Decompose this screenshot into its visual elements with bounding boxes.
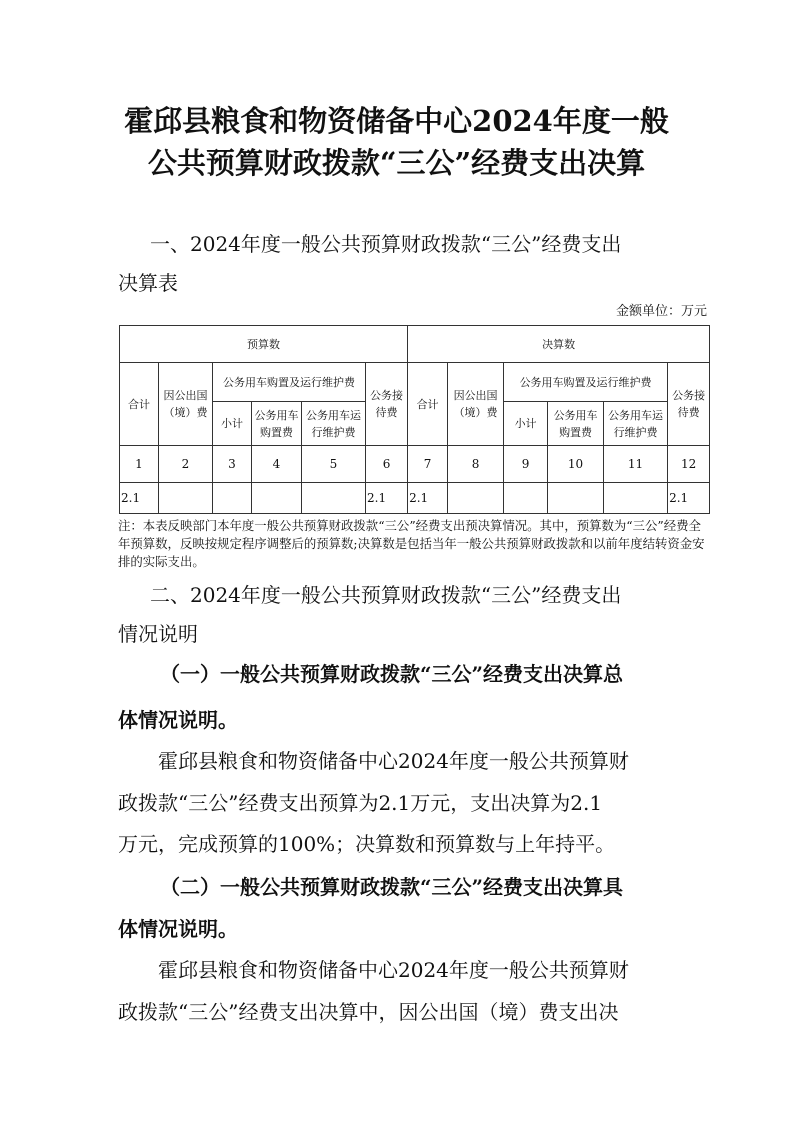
value-cell: 2.1 xyxy=(668,483,710,514)
header-reception-l1: 公务接 xyxy=(370,389,404,402)
header-vp-l1: 公务用车 xyxy=(553,408,598,422)
header-vm-l2: 行维护费 xyxy=(613,425,658,439)
subsection2-heading-line-1: （二）一般公共预算财政拨款“三公”经费支出决算具 xyxy=(160,875,624,899)
index-cell: 5 xyxy=(302,446,366,483)
subsection1-heading-line-2: 体情况说明。 xyxy=(118,708,238,732)
index-cell: 1 xyxy=(120,446,159,483)
value-cell xyxy=(159,483,213,514)
header-abroad-l1: 因公出国 xyxy=(163,389,208,402)
header-vp-l1: 公务用车 xyxy=(254,408,299,422)
header-subtotal: 小计 xyxy=(504,402,548,446)
paragraph2-line-2: 政拨款“三公”经费支出决算中，因公出国（境）费支出决 xyxy=(118,1000,619,1024)
header-vm-l2: 行维护费 xyxy=(311,425,356,439)
table-note: 注：本表反映部门本年度一般公共预算财政拨款“三公”经费支出预决算情况。其中，预算数为“三公”经费全年预算数，反映按规定程序调整后的预算数;决算数是包括当年一般公共预算财政拨款和以前年度结转资金安排的实际支出。 xyxy=(118,518,705,569)
header-vehicle-group: 公务用车购置及运行维护费 xyxy=(213,363,366,402)
value-row xyxy=(120,483,710,514)
header-abroad xyxy=(159,363,213,446)
unit-label: 金额单位：万元 xyxy=(615,304,707,319)
section2-heading-line-1: 二、2024年度一般公共预算财政拨款“三公”经费支出 xyxy=(150,583,622,607)
value-cell xyxy=(213,483,252,514)
subsection2-heading-line-2: 体情况说明。 xyxy=(118,917,238,941)
header-vehicle-group: 公务用车购置及运行维护费 xyxy=(504,363,668,402)
value-cell xyxy=(448,483,504,514)
index-cell: 3 xyxy=(213,446,252,483)
value-cell xyxy=(504,483,548,514)
header-vm-l1: 公务用车运 xyxy=(608,408,664,422)
header-reception-l1: 公务接 xyxy=(672,389,706,402)
document-title-line-1: 霍邱县粮食和物资储备中心2024年度一般 xyxy=(124,104,669,138)
value-cell: 2.1 xyxy=(120,483,159,514)
index-cell: 8 xyxy=(448,446,504,483)
index-cell: 4 xyxy=(252,446,302,483)
header-subtotal: 小计 xyxy=(213,402,252,446)
header-abroad-l2: （境）费 xyxy=(453,406,498,419)
value-cell: 2.1 xyxy=(408,483,448,514)
header-vehicle-purchase xyxy=(252,402,302,446)
section1-heading-line-2: 决算表 xyxy=(118,271,178,295)
header-abroad xyxy=(448,363,504,446)
index-cell: 6 xyxy=(366,446,408,483)
index-cell: 2 xyxy=(159,446,213,483)
group-header-final: 决算数 xyxy=(408,326,710,363)
header-reception-l2: 待费 xyxy=(375,406,398,419)
index-cell: 9 xyxy=(504,446,548,483)
group-header-budget: 预算数 xyxy=(120,326,408,363)
index-row xyxy=(120,446,710,483)
value-cell xyxy=(548,483,604,514)
paragraph1-line-3: 万元，完成预算的100%；决算数和预算数与上年持平。 xyxy=(118,832,616,856)
value-cell xyxy=(302,483,366,514)
header-vm-l1: 公务用车运 xyxy=(306,408,361,422)
section2-heading-line-2: 情况说明 xyxy=(118,622,198,646)
header-total: 合计 xyxy=(408,363,448,446)
paragraph1-line-2: 政拨款“三公”经费支出预算为2.1万元，支出决算为2.1 xyxy=(118,791,603,815)
index-cell: 10 xyxy=(548,446,604,483)
header-abroad-l1: 因公出国 xyxy=(453,389,498,402)
header-vp-l2: 购置费 xyxy=(260,425,293,439)
value-cell: 2.1 xyxy=(366,483,408,514)
index-cell: 7 xyxy=(408,446,448,483)
index-cell: 12 xyxy=(668,446,710,483)
header-vp-l2: 购置费 xyxy=(559,425,593,439)
section1-heading-line-1: 一、2024年度一般公共预算财政拨款“三公”经费支出 xyxy=(150,232,622,256)
header-vehicle-purchase xyxy=(548,402,604,446)
header-abroad-l2: （境）费 xyxy=(163,406,208,419)
header-reception xyxy=(668,363,710,446)
header-total: 合计 xyxy=(120,363,159,446)
header-vehicle-maintenance xyxy=(604,402,668,446)
value-cell xyxy=(604,483,668,514)
paragraph1-line-1: 霍邱县粮食和物资储备中心2024年度一般公共预算财 xyxy=(158,749,629,773)
index-cell: 11 xyxy=(604,446,668,483)
three-public-expenses-table xyxy=(119,325,710,514)
value-cell xyxy=(252,483,302,514)
document-title-line-2: 公共预算财政拨款“三公”经费支出决算 xyxy=(147,146,646,180)
paragraph2-line-1: 霍邱县粮食和物资储备中心2024年度一般公共预算财 xyxy=(158,958,629,982)
header-reception xyxy=(366,363,408,446)
header-reception-l2: 待费 xyxy=(677,406,700,419)
header-vehicle-maintenance xyxy=(302,402,366,446)
subsection1-heading-line-1: （一）一般公共预算财政拨款“三公”经费支出决算总 xyxy=(160,662,624,686)
